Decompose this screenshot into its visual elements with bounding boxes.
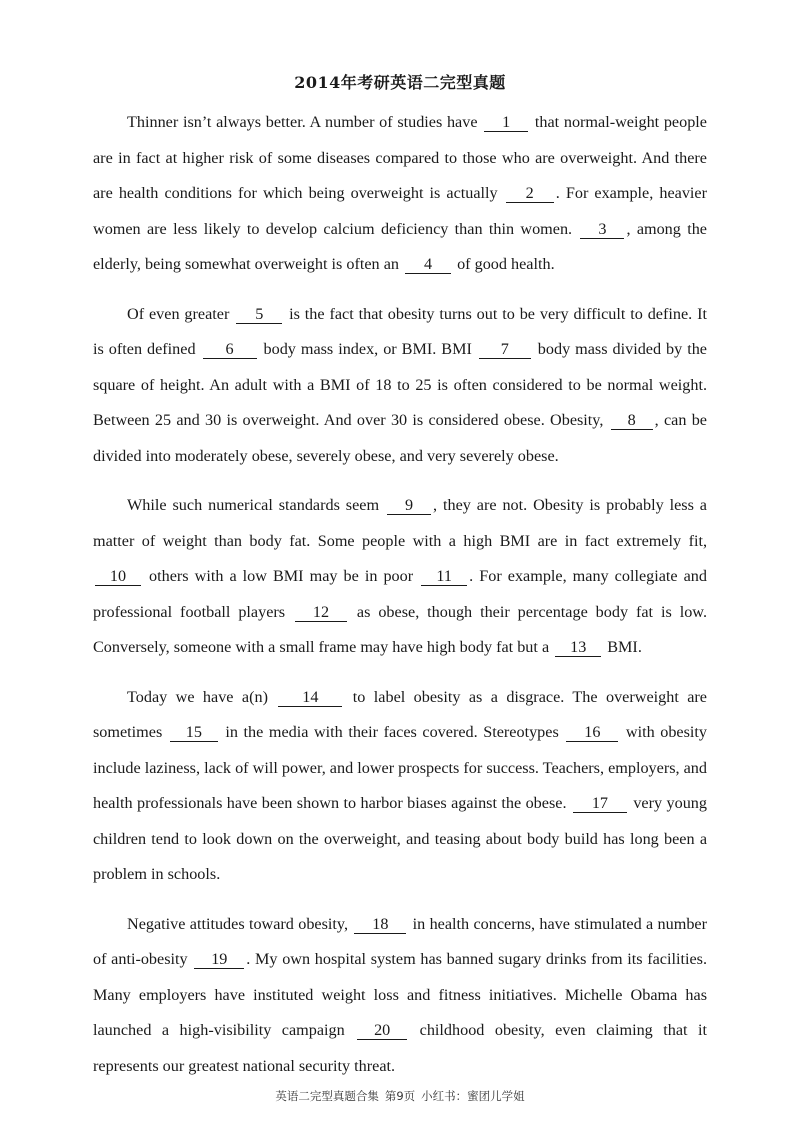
- footer-page-number: 第9页: [384, 1089, 416, 1103]
- footer-source: 小红书：蜜团儿学姐: [421, 1089, 525, 1103]
- footer-collection: 英语二完型真题合集: [275, 1089, 379, 1103]
- blank-3: 3: [580, 220, 624, 239]
- paragraph-4: Today we have a(n) 14 to label obesity as a disgrace. The overweight are sometimes 15 in the media with their faces covered. Stereotypes 16 with obesity include laziness, lack of will power, and lower prospects for success. Teachers, employers, and health professionals have been shown to harbor biases against the obese. 17 very young children tend to look down on the overweight, and teasing about body build has long been a problem in schools.: [93, 687, 707, 883]
- blank-7: 7: [479, 340, 531, 359]
- blank-6: 6: [203, 340, 257, 359]
- blank-5: 5: [236, 305, 282, 324]
- paragraph-5: Negative attitudes toward obesity, 18 in health concerns, have stimulated a number of anti-obesity 19 . My own hospital system has banned sugary drinks from its facilities. Many employers have instituted weight loss and fitness initiatives. Michelle Obama has launched a high-visibility campaign 20 childhood obesity, even claiming that it represents our greatest national security threat.: [93, 914, 707, 1075]
- page-title: 2014年考研英语二完型真题: [294, 73, 506, 92]
- blank-15: 15: [170, 723, 218, 742]
- paragraph-1: Thinner isn’t always better. A number of studies have 1 that normal-weight people are in fact at higher risk of some diseases compared to those who are overweight. And there are health conditions for which being overweight is actually 2 . For example, heavier women are less likely to develop calcium deficiency than thin women. 3 , among the elderly, being somewhat overweight is often an 4 of good health.: [93, 113, 707, 273]
- blank-9: 9: [387, 496, 431, 515]
- blank-20: 20: [357, 1021, 407, 1040]
- blank-18: 18: [354, 915, 406, 934]
- blank-13: 13: [555, 638, 601, 657]
- blank-8: 8: [611, 411, 653, 430]
- blank-16: 16: [566, 723, 618, 742]
- paragraph-3: While such numerical standards seem 9 , they are not. Obesity is probably less a matter of weight than body fat. Some people with a high BMI are in fact extremely fit, 10 others with a low BMI may be in poor 11 . For example, many collegiate and professional football players 12 as obese, though their percentage body fat is low. Conversely, someone with a small frame may have high body fat but a 13 BMI.: [93, 496, 707, 656]
- blank-12: 12: [295, 603, 347, 622]
- blank-2: 2: [506, 184, 554, 203]
- blank-11: 11: [421, 567, 467, 586]
- blank-17: 17: [573, 794, 627, 813]
- blank-1: 1: [484, 113, 528, 132]
- blank-19: 19: [194, 950, 244, 969]
- blank-14: 14: [278, 688, 342, 707]
- page-footer: [0, 1088, 800, 1104]
- paragraph-2: Of even greater 5 is the fact that obesity turns out to be very difficult to define. It is often defined 6 body mass index, or BMI. BMI 7 body mass divided by the square of height. An adult with a BMI of 18 to 25 is often considered to be normal weight. Between 25 and 30 is overweight. And over 30 is considered obese. Obesity, 8 , can be divided into moderately obese, severely obese, and very severely obese.: [93, 304, 707, 465]
- cloze-article: [93, 105, 707, 1098]
- blank-4: 4: [405, 255, 451, 274]
- blank-10: 10: [95, 567, 141, 586]
